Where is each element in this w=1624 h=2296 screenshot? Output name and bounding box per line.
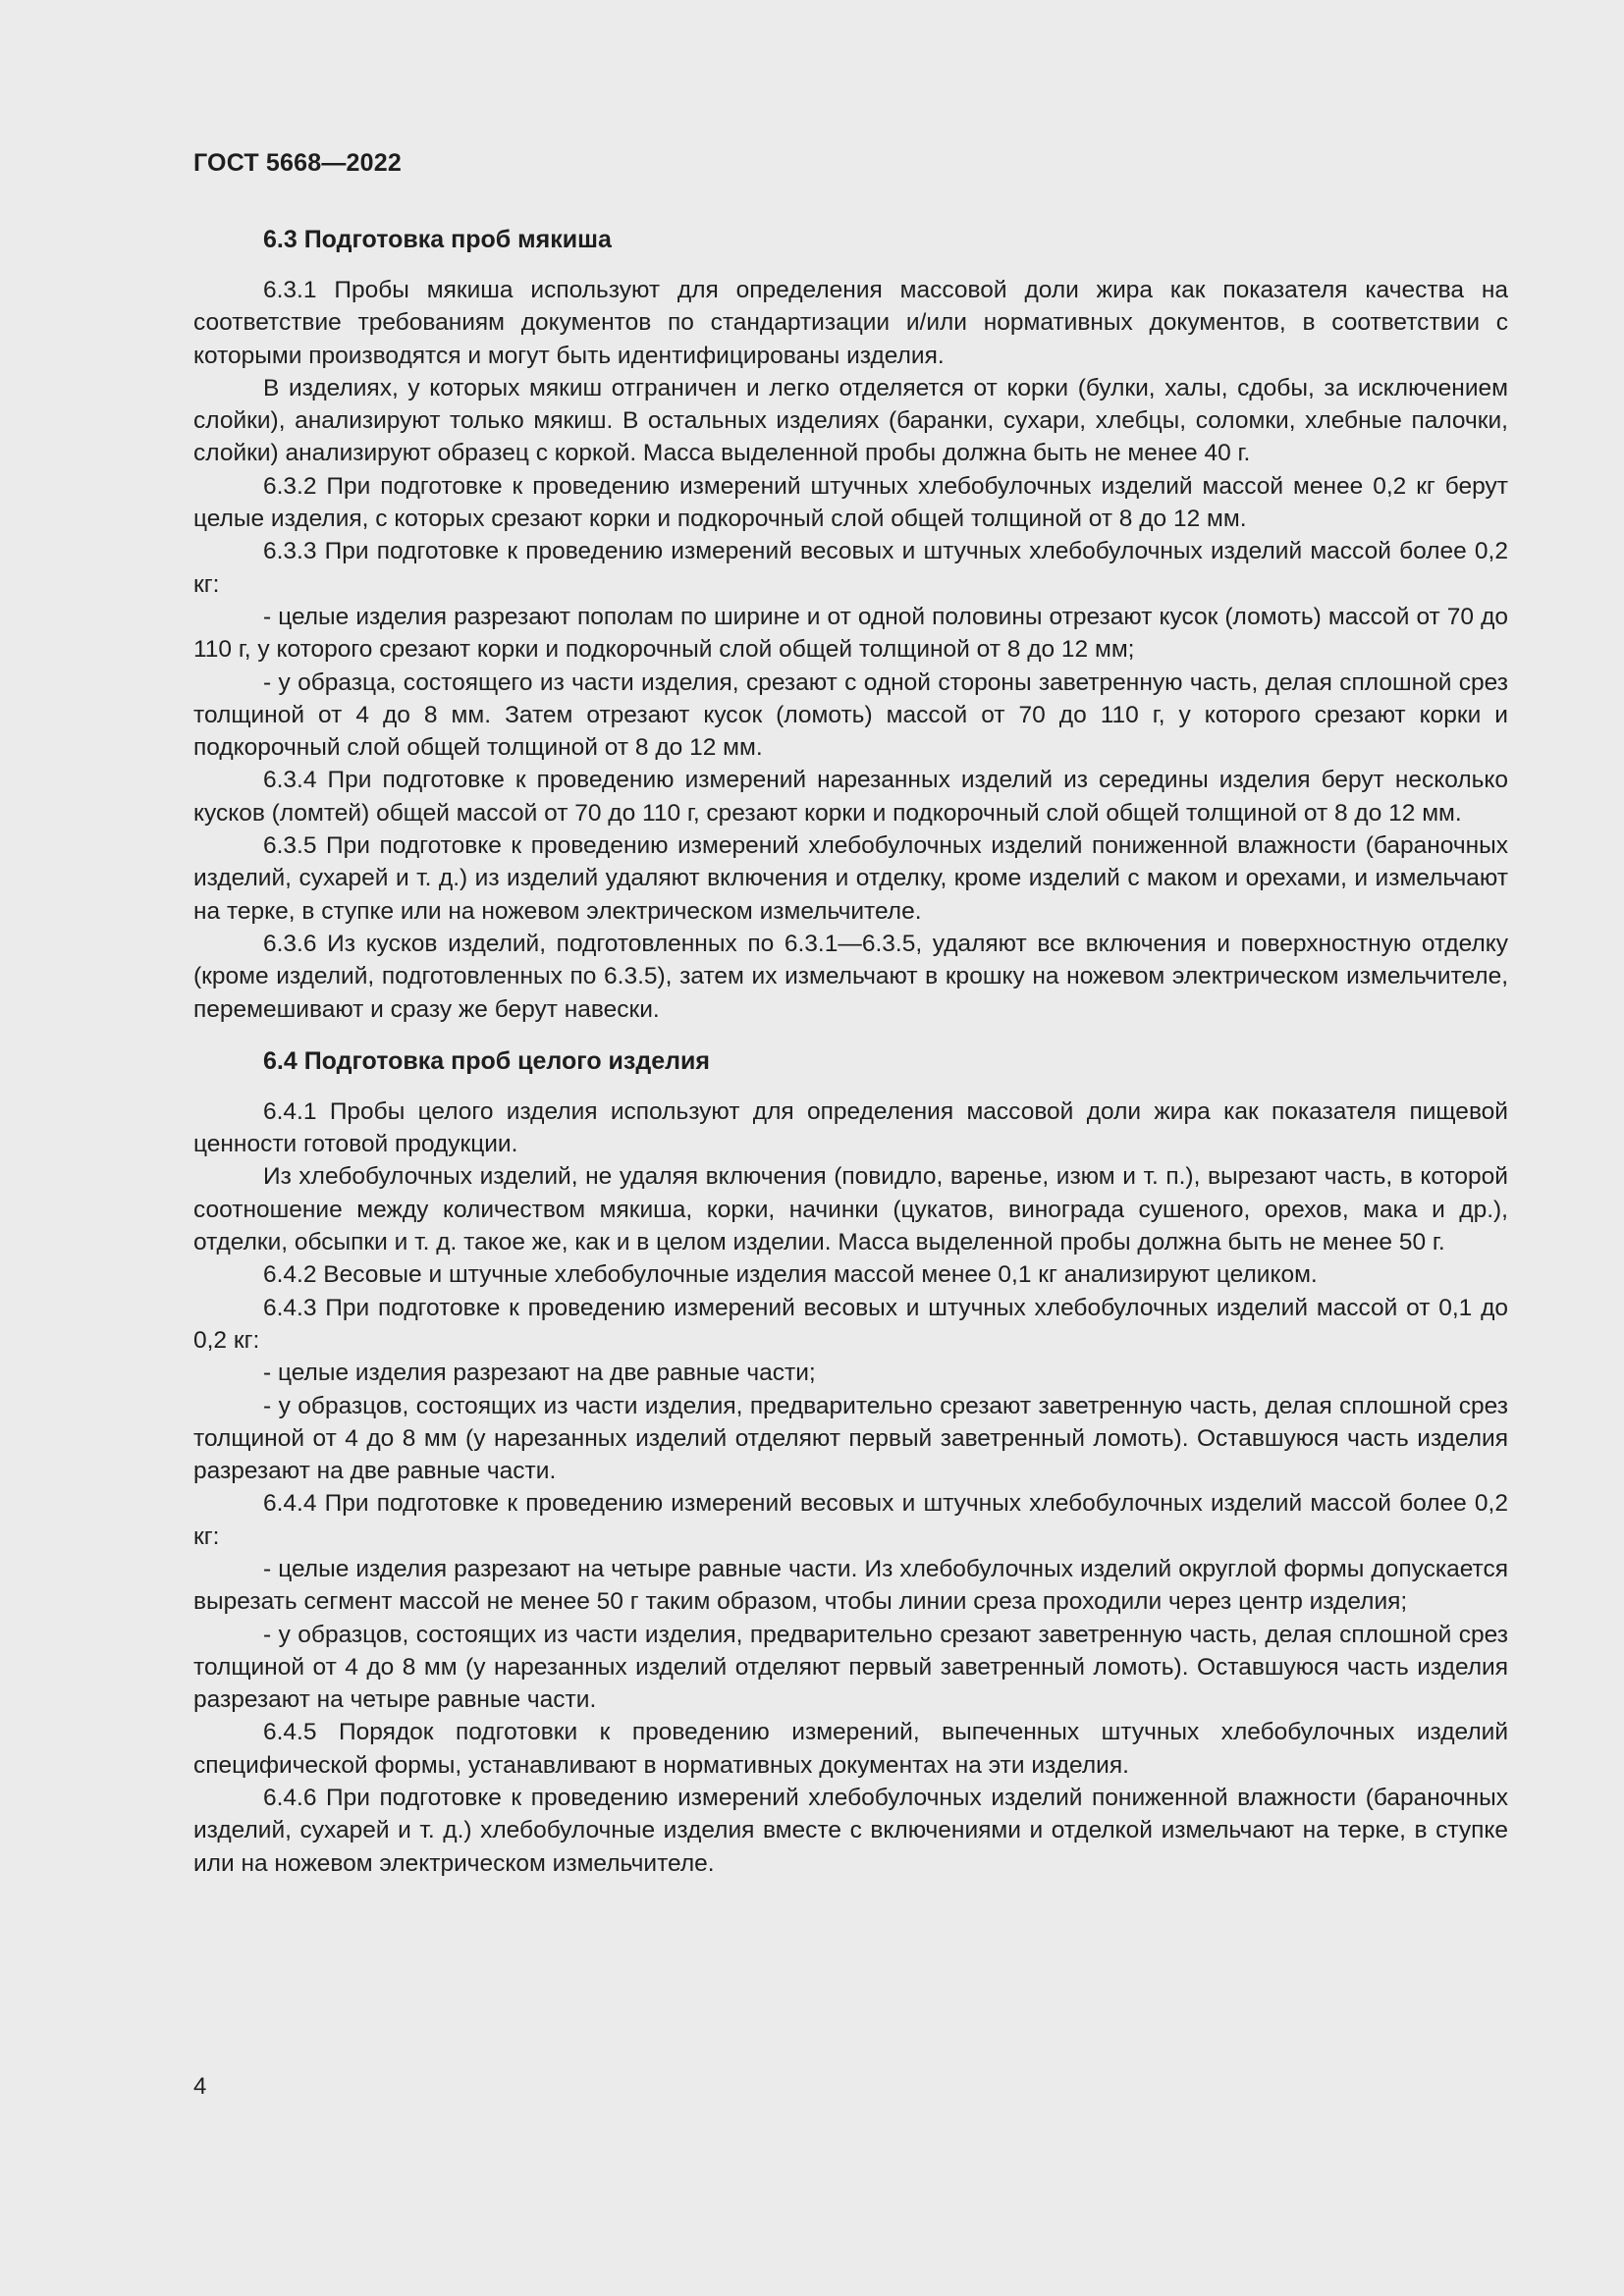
paragraph: 6.3.3 При подготовке к проведению измерений весовых и штучных хлебобулочных изделий массой более 0,2 кг: [193, 538, 1508, 598]
list-item: - целые изделия разрезают на две равные части; [263, 1360, 816, 1387]
list-item: - целые изделия разрезают на четыре равные части. Из хлебобулочных изделий округлой формы допускается вырезать сегмент массой не менее 50 г таким образом, чтобы линии среза проходили через центр изделия; [193, 1555, 1508, 1616]
list-item: - у образцов, состоящих из части изделия, предварительно срезают заветренную часть, делая сплошной срез толщиной от 4 до 8 мм (у нарезанных изделий отделяют первый заветренный ломоть). Оставшуюся часть изделия разрезают на две равные части. [193, 1392, 1508, 1485]
page-number: 4 [193, 2073, 207, 2100]
section-title-6-3: 6.3 Подготовка проб мякиша [263, 226, 612, 253]
paragraph: Из хлебобулочных изделий, не удаляя включения (повидло, варенье, изюм и т. п.), вырезают часть, в которой соотношение между количеством мякиша, корки, начинки (цукатов, винограда сушеного, орехов, мака и др.), отделки, обсыпки и т. д. такое же, как и в целом изделии. Масса выделенной пробы должна быть не менее 50 г. [193, 1163, 1508, 1256]
paragraph: 6.4.5 Порядок подготовки к проведению измерений, выпеченных штучных хлебобулочных изделий специфической формы, устанавливают в нормативных документах на эти изделия. [193, 1719, 1508, 1779]
list-item: - целые изделия разрезают пополам по ширине и от одной половины отрезают кусок (ломоть) массой от 70 до 110 г, у которого срезают корки и подкорочный слой общей толщиной от 8 до 12 мм; [193, 603, 1508, 664]
paragraph: 6.3.5 При подготовке к проведению измерений хлебобулочных изделий пониженной влажности (бараночных изделий, сухарей и т. д.) из изделий удаляют включения и отделку, кроме изделий с маком и орехами, и измельчают на терке, в ступке или на ножевом электрическом измельчителе. [193, 832, 1508, 925]
paragraph: 6.3.6 Из кусков изделий, подготовленных по 6.3.1—6.3.5, удаляют все включения и поверхностную отделку (кроме изделий, подготовленных по 6.3.5), затем их измельчают в крошку на ножевом электрическом измельчителе, перемешивают и сразу же берут навески. [193, 930, 1508, 1023]
list-item: - у образцов, состоящих из части изделия, предварительно срезают заветренную часть, делая сплошной срез толщиной от 4 до 8 мм (у нарезанных изделий отделяют первый заветренный ломоть). Оставшуюся часть изделия разрезают на четыре равные части. [193, 1621, 1508, 1714]
section-6-3-body [193, 274, 1508, 1026]
paragraph: 6.3.4 При подготовке к проведению измерений нарезанных изделий из середины изделия берут несколько кусков (ломтей) общей массой от 70 до 110 г, срезают корки и подкорочный слой общей толщиной от 8 до 12 мм. [193, 767, 1508, 827]
paragraph: 6.4.4 При подготовке к проведению измерений весовых и штучных хлебобулочных изделий массой более 0,2 кг: [193, 1490, 1508, 1550]
section-6-4-body [193, 1095, 1508, 1880]
paragraph: 6.4.2 Весовые и штучные хлебобулочные изделия массой менее 0,1 кг анализируют целиком. [263, 1261, 1318, 1289]
paragraph: 6.3.1 Пробы мякиша используют для определения массовой доли жира как показателя качества на соответствие требованиям документов по стандартизации и/или нормативных документов, в соответствии с которыми производятся и могут быть идентифицированы изделия. [193, 277, 1508, 369]
paragraph: 6.4.6 При подготовке к проведению измерений хлебобулочных изделий пониженной влажности (бараночных изделий, сухарей и т. д.) хлебобулочные изделия вместе с включениями и отделкой измельчают на терке, в ступке или на ножевом электрическом измельчителе. [193, 1785, 1508, 1877]
paragraph: 6.4.3 При подготовке к проведению измерений весовых и штучных хлебобулочных изделий массой от 0,1 до 0,2 кг: [193, 1294, 1508, 1354]
paragraph: 6.3.2 При подготовке к проведению измерений штучных хлебобулочных изделий массой менее 0,2 кг берут целые изделия, с которых срезают корки и подкорочный слой общей толщиной от 8 до 12 мм. [193, 472, 1508, 533]
document-body [193, 224, 1508, 1880]
paragraph: В изделиях, у которых мякиш отграничен и легко отделяется от корки (булки, халы, сдобы, за исключением слойки), анализируют только мякиш. В остальных изделиях (баранки, сухари, хлебцы, соломки, хлебные палочки, слойки) анализируют образец с коркой. Масса выделенной пробы должна быть не менее 40 г. [193, 374, 1508, 467]
document-header: ГОСТ 5668—2022 [193, 149, 402, 177]
list-item: - у образца, состоящего из части изделия, срезают с одной стороны заветренную часть, делая сплошной срез толщиной от 4 до 8 мм. Затем отрезают кусок (ломоть) массой от 70 до 110 г, у которого срезают корки и подкорочный слой общей толщиной от 8 до 12 мм. [193, 668, 1508, 762]
section-title-6-4: 6.4 Подготовка проб целого изделия [263, 1046, 710, 1075]
paragraph: 6.4.1 Пробы целого изделия используют для определения массовой доли жира как показателя пищевой ценности готовой продукции. [193, 1097, 1508, 1158]
